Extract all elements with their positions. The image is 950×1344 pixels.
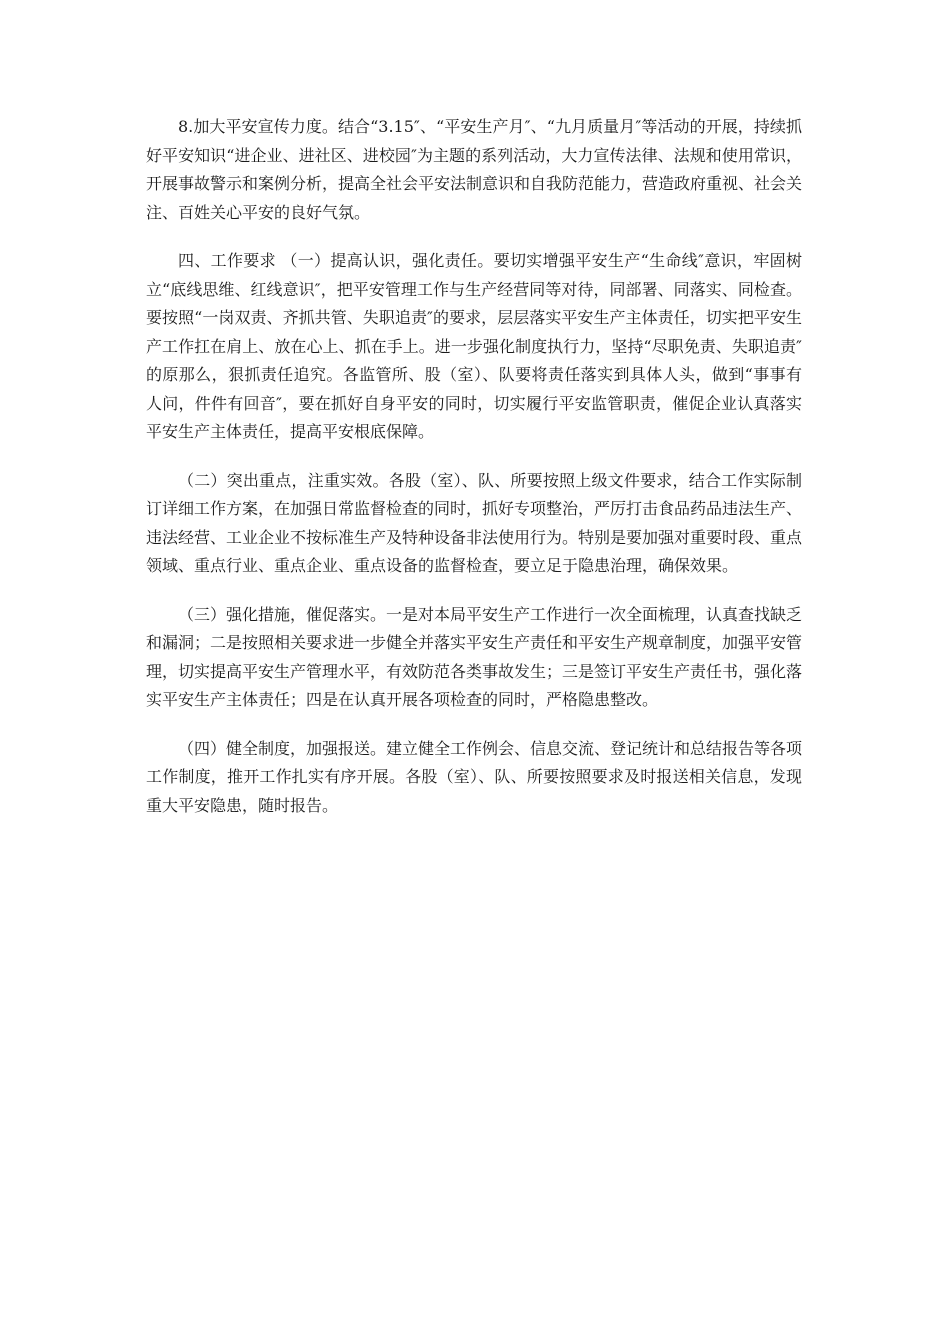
paragraph-strengthen-measures: （三）强化措施，催促落实。一是对本局平安生产工作进行一次全面梳理，认真查找缺乏和漏洞；二是按照相关要求进一步健全并落实平安生产责任和平安生产规章制度，加强平安管理，切实提高平安生产管理水平，有效防范各类事故发生；三是签订平安生产责任书，强化落实平安生产主体责任；四是在认真开展各项检查的同时，严格隐患整改。 [146,604,803,709]
document-body [146,113,802,840]
paragraph-focus-priorities: （二）突出重点，注重实效。各股（室）、队、所要按照上级文件要求，结合工作实际制订详细工作方案，在加强日常监督检查的同时，抓好专项整治，严厉打击食品药品违法生产、违法经营、工业企业不按标准生产及特种设备非法使用行为。特别是要加强对重要时段、重点领域、重点行业、重点企业、重点设备的监督检查，要立足于隐患治理，确保效果。 [146,470,803,575]
paragraph-publicity: 8.加大平安宣传力度。结合“3.15″、“平安生产月″、“九月质量月″等活动的开展，持续抓好平安知识“进企业、进社区、进校园″为主题的系列活动，大力宣传法律、法规和使用常识，开展事故警示和案例分析，提高全社会平安法制意识和自我防范能力，营造政府重视、社会关注、百姓关心平安的良好气氛。 [146,117,803,222]
paragraph-work-requirements: 四、工作要求 （一）提高认识，强化责任。要切实增强平安生产“生命线″意识，牢固树立“底线思维、红线意识″，把平安管理工作与生产经营同等对待，同部署、同落实、同检查。要按照“一岗双责、齐抓共管、失职追责″的要求，层层落实平安生产主体责任，切实把平安生产工作扛在肩上、放在心上、抓在手上。进一步强化制度执行力，坚持“尽职免责、失职追责″的原那么，狠抓责任追究。各监管所、股（室）、队要将责任落实到具体人头，做到“事事有人问，件件有回音″，要在抓好自身平安的同时，切实履行平安监管职责，催促企业认真落实平安生产主体责任，提高平安根底保障。 [146,251,802,441]
paragraph-improve-systems: （四）健全制度，加强报送。建立健全工作例会、信息交流、登记统计和总结报告等各项工作制度，推开工作扎实有序开展。各股（室）、队、所要按照要求及时报送相关信息，发现重大平安隐患，随时报告。 [146,738,803,815]
